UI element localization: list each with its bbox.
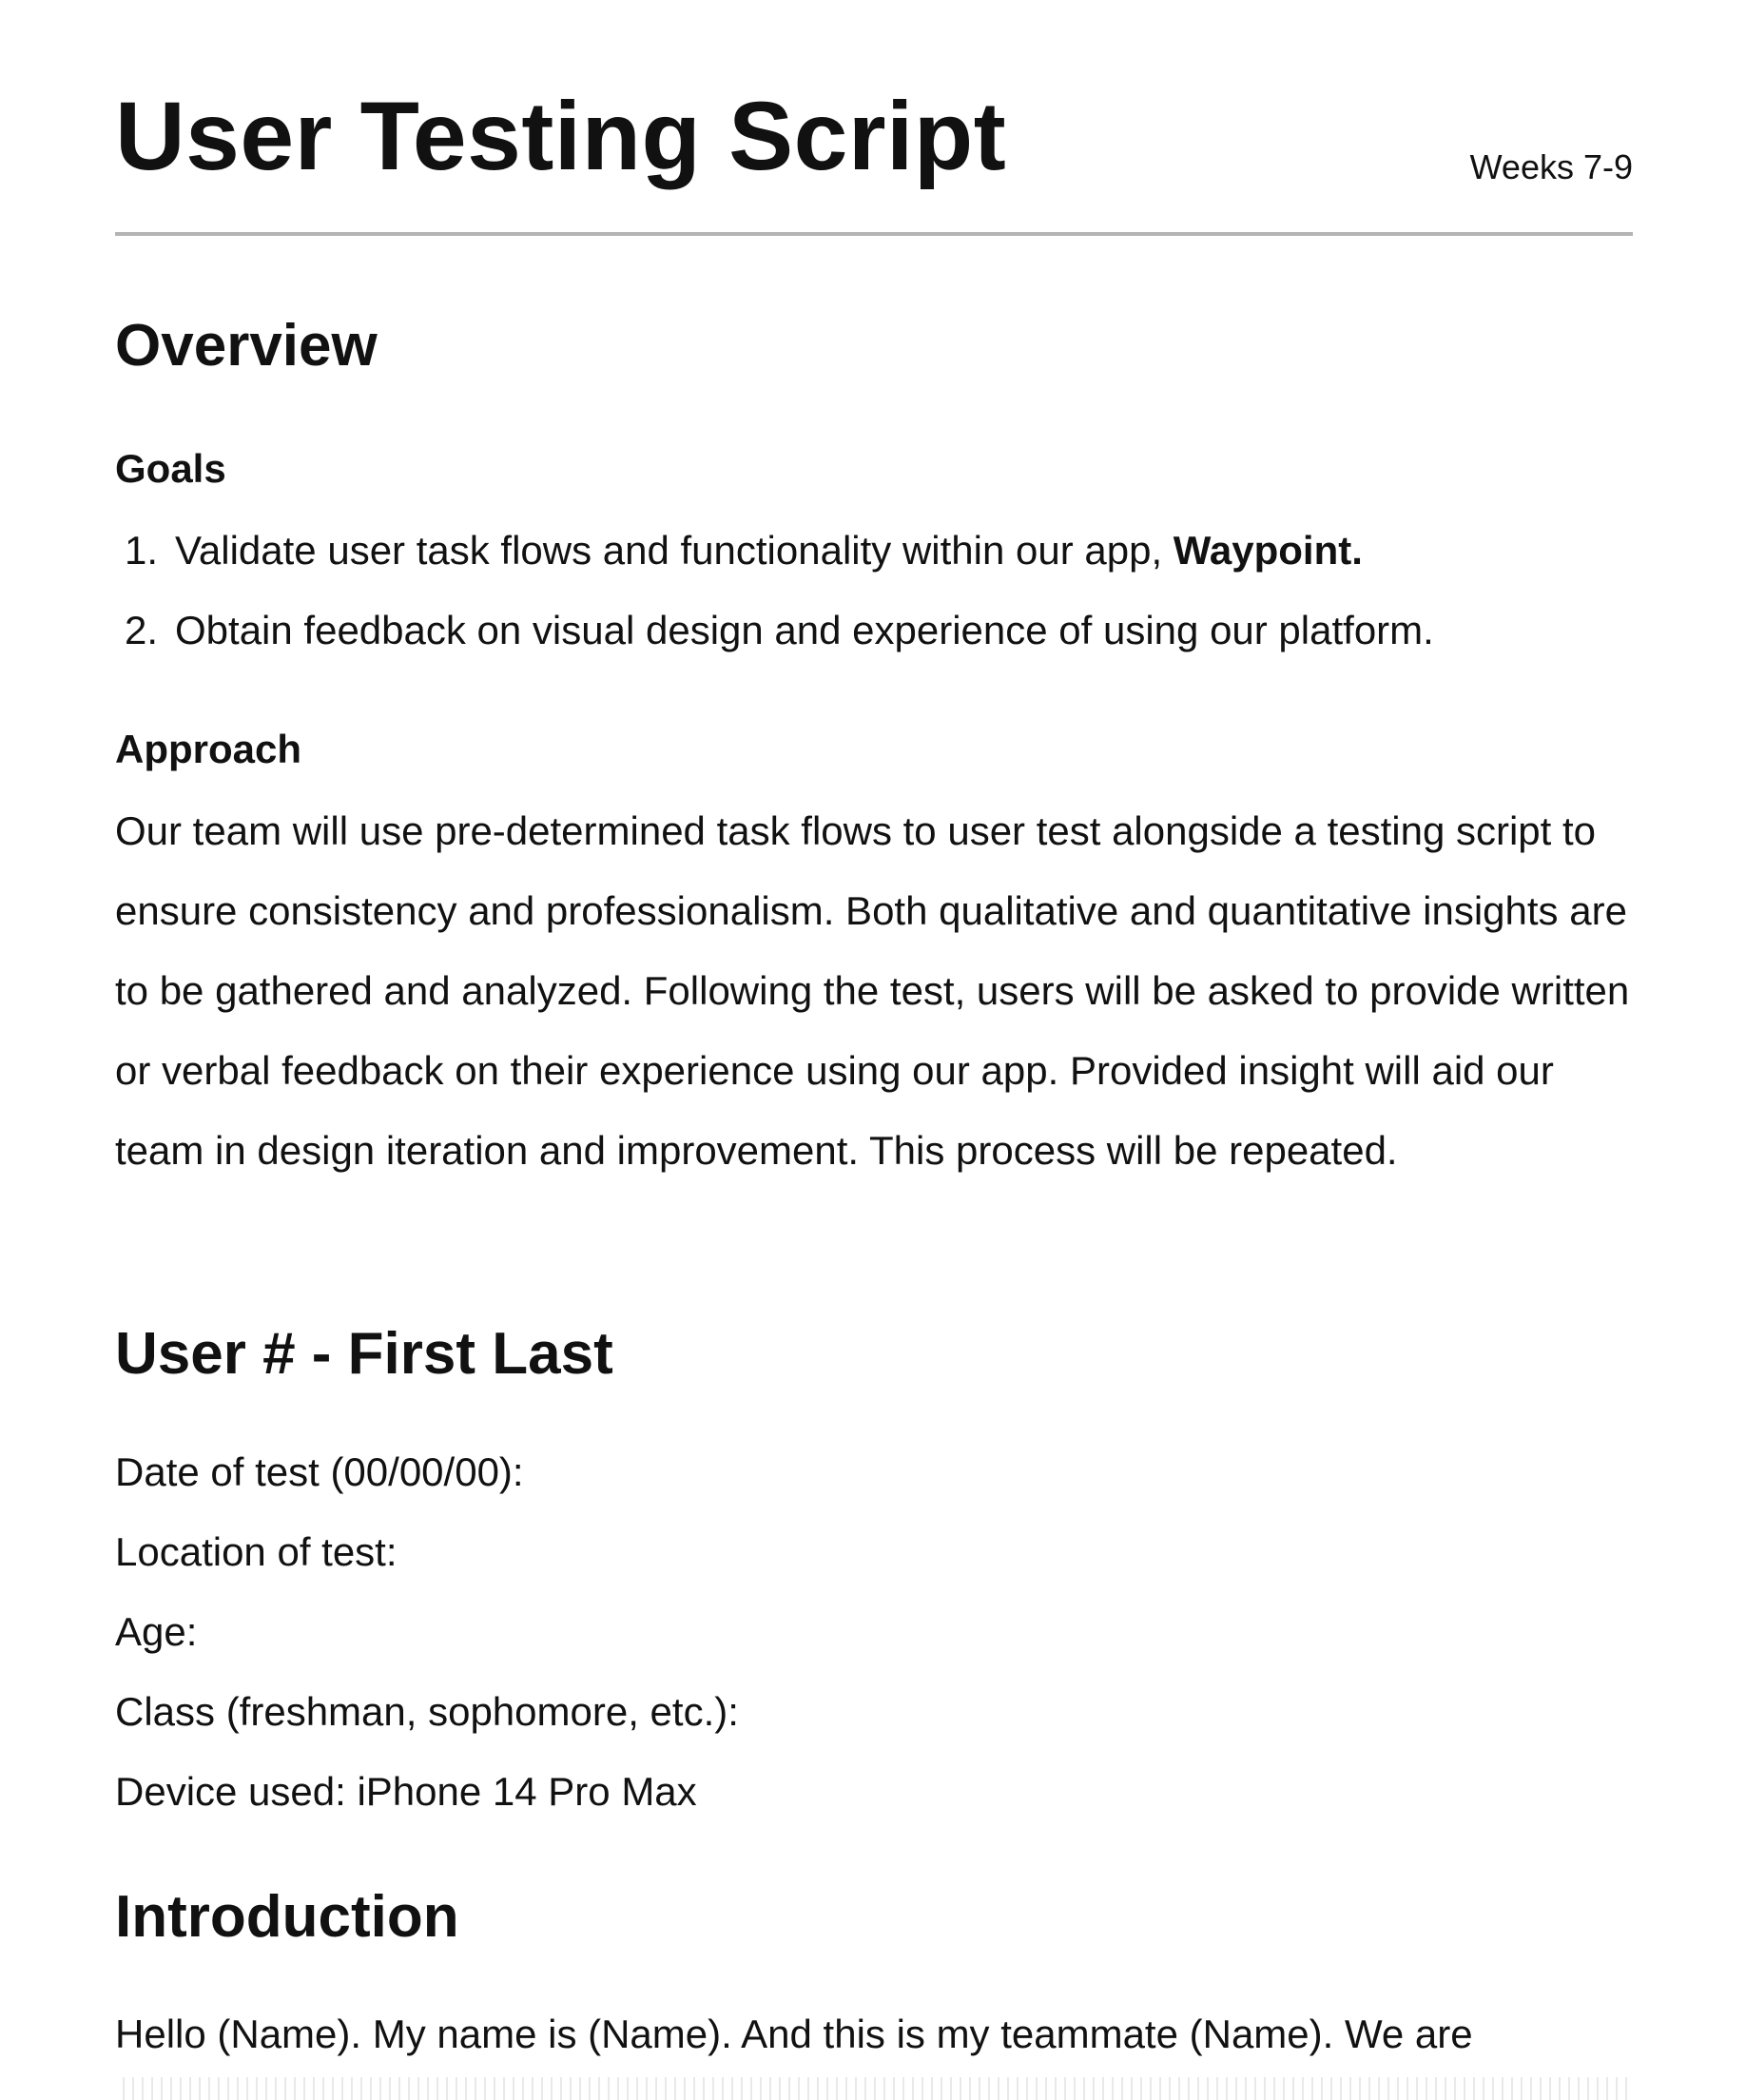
user-fields: [115, 1432, 1633, 1832]
overview-heading: Overview: [115, 313, 378, 379]
class-field-label: Class (freshman, sophomore, etc.):: [115, 1689, 739, 1734]
document-header: [115, 0, 1633, 236]
goal-text: Obtain feedback on visual design and experience of using our platform.: [175, 608, 1434, 652]
goal-app-name: Waypoint.: [1173, 528, 1363, 573]
goal-number: 1.: [125, 528, 159, 573]
cut-off-text-line: [115, 2074, 1633, 2100]
introduction-heading: Introduction: [115, 1884, 459, 1950]
approach-paragraph: Our team will use pre-determined task flows to user test alongside a testing script to ensure consistency and professionalism. Both qualitative and quantitative insights are to be gathered and analyzed. Following the test, users will be asked to provide written or verbal feedback on their experience using our app. Provided insight will aid our team in design iteration and improvement. This process will be repeated.: [115, 808, 1630, 1173]
weeks-label: Weeks 7-9: [1469, 147, 1633, 186]
device-field-label: Device used: iPhone 14 Pro Max: [115, 1769, 697, 1814]
location-field-label: Location of test:: [115, 1529, 398, 1574]
cut-off-text-fragment: [115, 2077, 1633, 2100]
document-title: User Testing Script: [115, 82, 1007, 190]
goal-item: [115, 591, 1633, 671]
goal-number: 2.: [125, 608, 159, 652]
user-heading: User # - First Last: [115, 1321, 613, 1387]
introduction-paragraph: Hello (Name). My name is (Name). And this is my teammate (Name). We are: [115, 2012, 1473, 2056]
age-field-label: Age:: [115, 1609, 198, 1654]
goal-item: [115, 511, 1633, 591]
approach-heading: Approach: [115, 727, 302, 771]
goal-text: Validate user task flows and functionality within our app,: [175, 528, 1174, 573]
date-field-label: Date of test (00/00/00):: [115, 1449, 524, 1494]
goals-heading: Goals: [115, 446, 226, 491]
goals-list: [115, 511, 1633, 671]
document-page: [115, 0, 1633, 2056]
